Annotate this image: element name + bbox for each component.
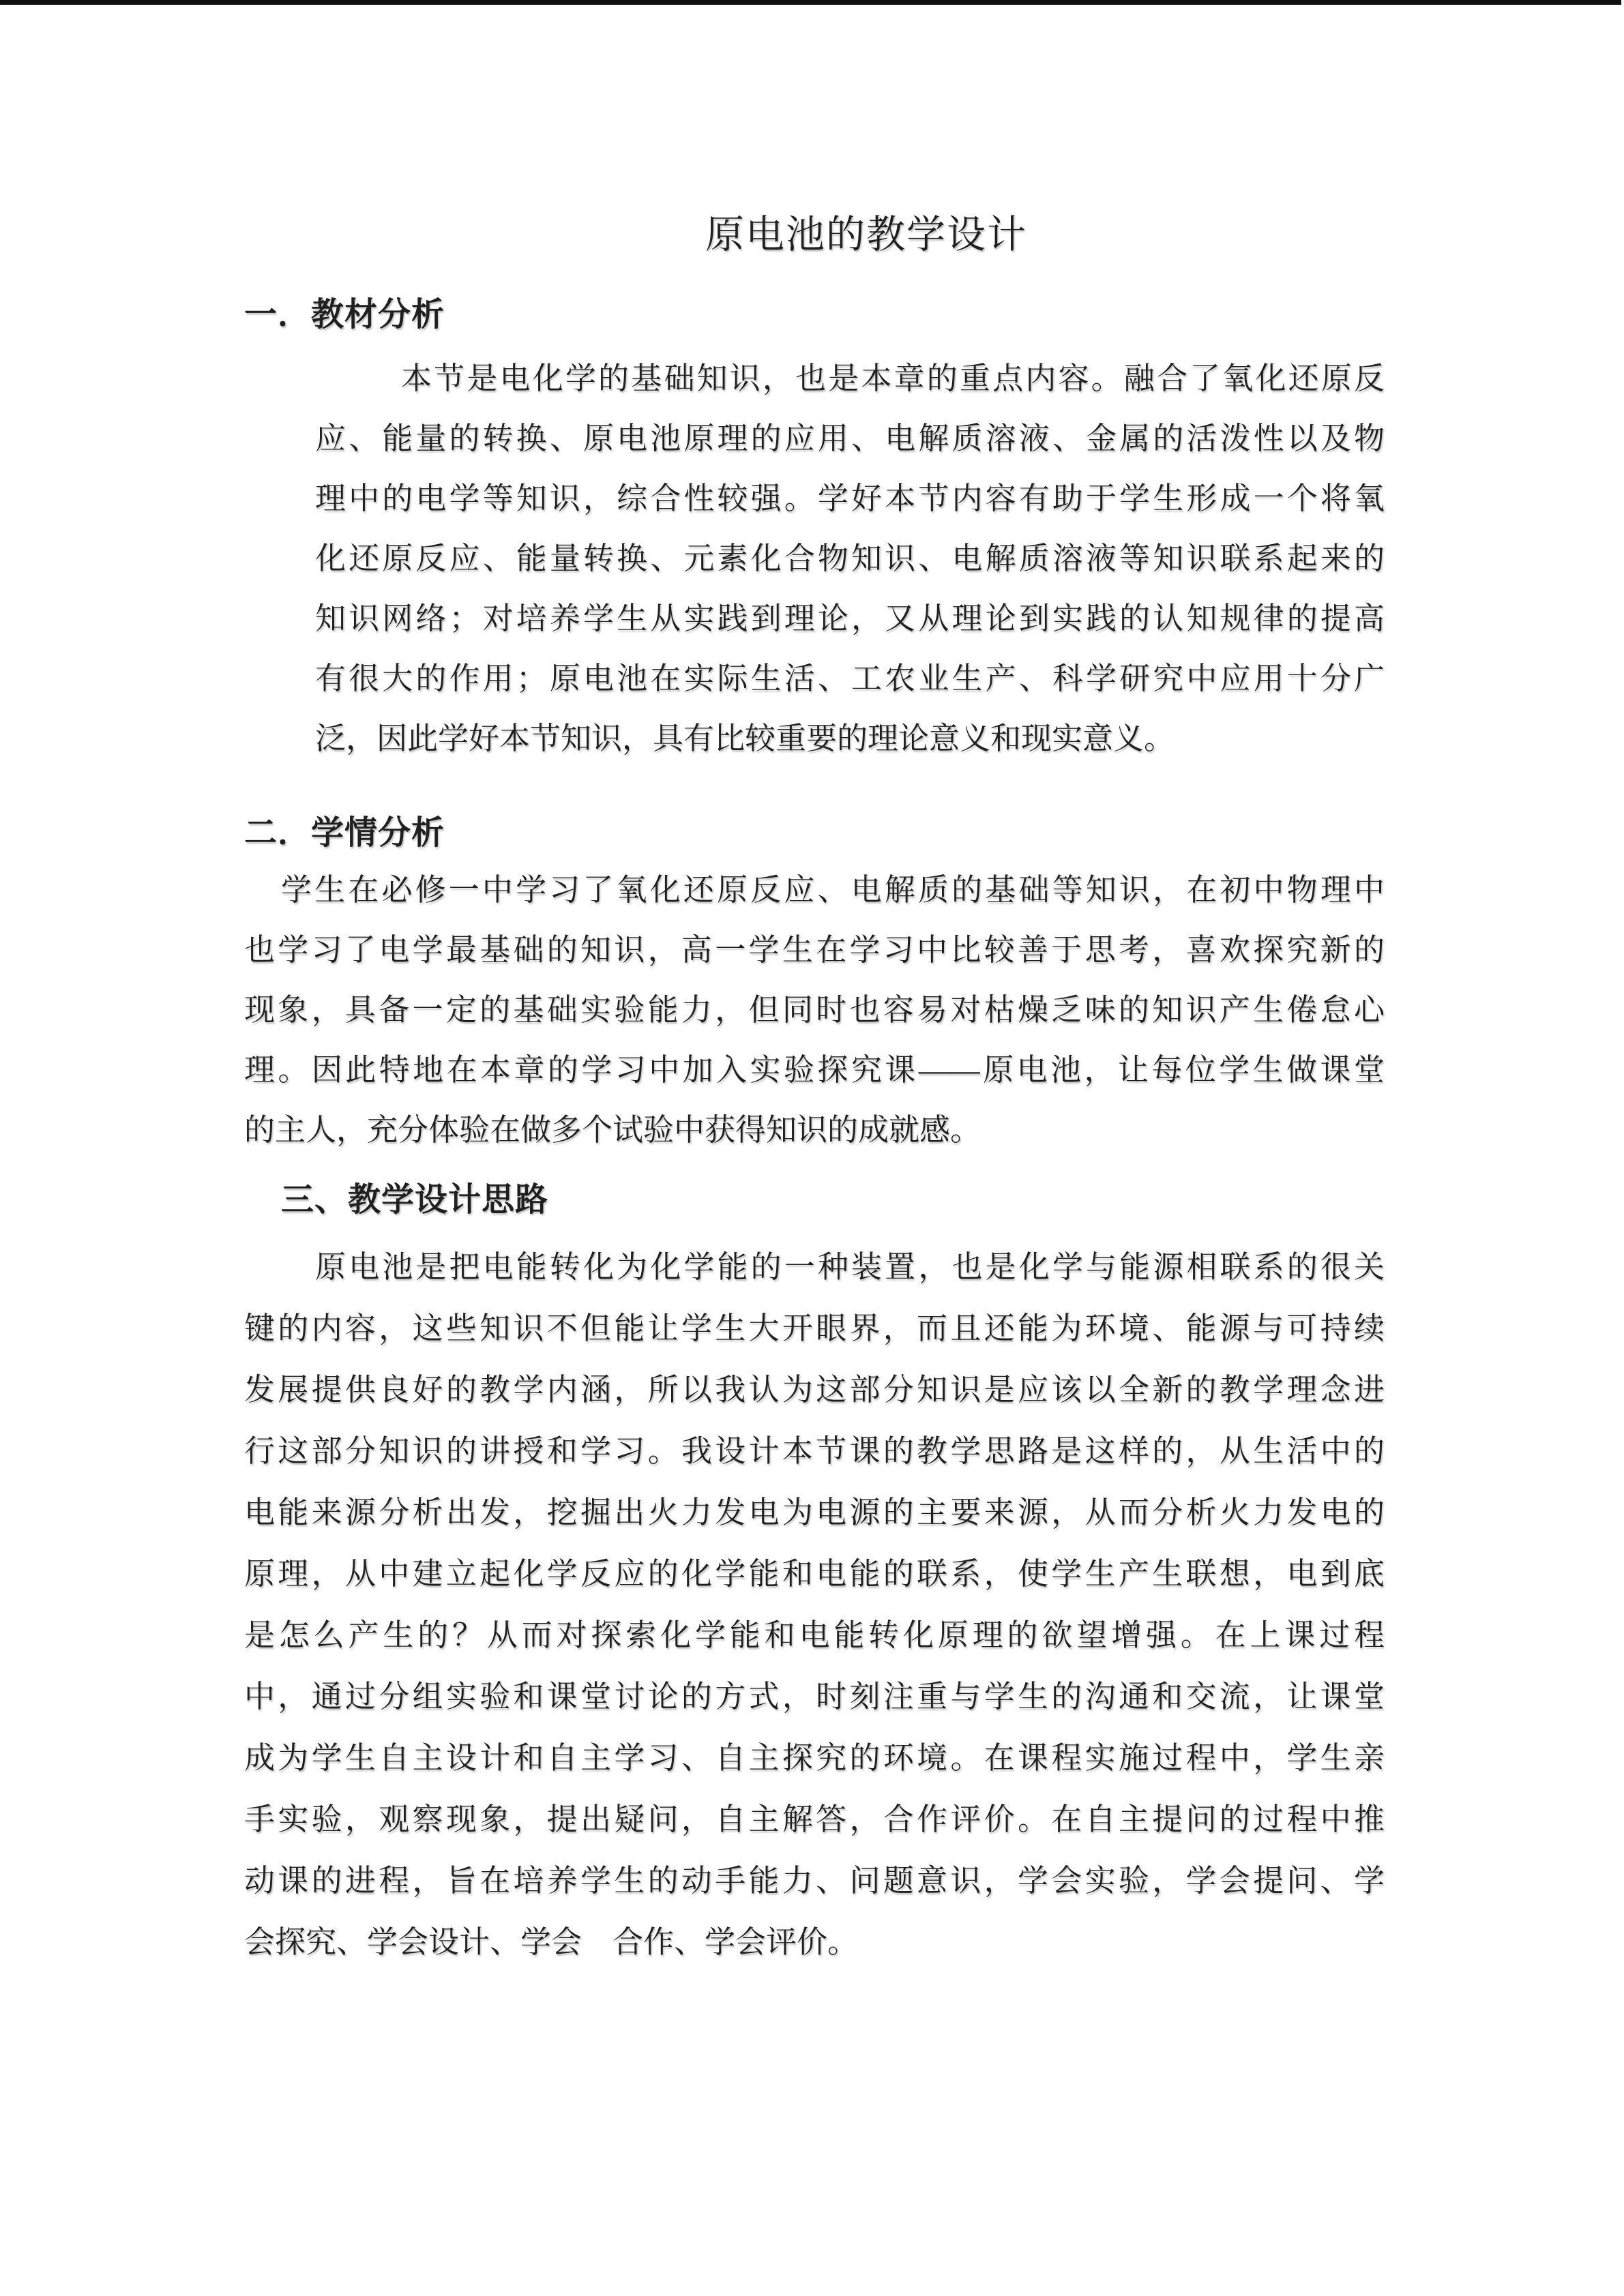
text-line: 现象，具备一定的基础实验能力，但同时也容易对枯燥乏味的知识产生倦怠心: [244, 993, 1385, 1027]
document-title: 原电池的教学设计: [705, 213, 1027, 256]
section-heading-learner-analysis: 二．学情分析: [244, 815, 445, 851]
text-line: 本节是电化学的基础知识，也是本章的重点内容。融合了氧化还原反: [401, 361, 1385, 396]
section-heading-teaching-design-approach: 三、教学设计思路: [281, 1182, 549, 1218]
section-body-learner-analysis: [244, 860, 1385, 1160]
section-heading-material-analysis: 一．教材分析: [244, 297, 445, 333]
text-line: 会探究、学会设计、学会 合作、学会评价。: [244, 1925, 859, 1959]
text-line: 行这部分知识的讲授和学习。我设计本节课的教学思路是这样的，从生活中的: [244, 1434, 1385, 1468]
text-line: 有很大的作用；原电池在实际生活、工农业生产、科学研究中应用十分广: [315, 661, 1385, 696]
text-line: 发展提供良好的教学内涵，所以我认为这部分知识是应该以全新的教学理念进: [244, 1373, 1385, 1407]
text-line: 学生在必修一中学习了氧化还原反应、电解质的基础等知识，在初中物理中: [281, 873, 1385, 907]
text-line: 化还原反应、能量转换、元素化合物知识、电解质溶液等知识联系起来的: [315, 541, 1385, 576]
text-line: 也学习了电学最基础的知识，高一学生在学习中比较善于思考，喜欢探究新的: [244, 933, 1385, 967]
text-line: 成为学生自主设计和自主学习、自主探究的环境。在课程实施过程中，学生亲: [244, 1741, 1385, 1775]
section-body-material-analysis: [315, 348, 1385, 769]
text-line: 是怎么产生的？从而对探索化学能和电能转化原理的欲望增强。在上课过程: [244, 1618, 1385, 1652]
text-line: 理中的电学等知识，综合性较强。学好本节内容有助于学生形成一个将氧: [315, 481, 1385, 516]
text-line: 泛，因此学好本节知识，具有比较重要的理论意义和现实意义。: [315, 721, 1175, 756]
section-body-teaching-design-approach: [244, 1236, 1385, 1973]
text-line: 手实验，观察现象，提出疑问，自主解答，合作评价。在自主提问的过程中推: [244, 1802, 1385, 1836]
text-line: 原电池是把电能转化为化学能的一种装置，也是化学与能源相联系的很关: [315, 1250, 1385, 1284]
text-line: 中，通过分组实验和课堂讨论的方式，时刻注重与学生的沟通和交流，让课堂: [244, 1680, 1385, 1714]
text-line: 理。因此特地在本章的学习中加入实验探究课——原电池，让每位学生做课堂: [244, 1053, 1385, 1087]
text-line: 的主人，充分体验在做多个试验中获得知识的成就感。: [244, 1113, 981, 1147]
text-line: 原理，从中建立起化学反应的化学能和电能的联系，使学生产生联想，电到底: [244, 1557, 1385, 1591]
text-line: 键的内容，这些知识不但能让学生大开眼界，而且还能为环境、能源与可持续: [244, 1311, 1385, 1345]
text-line: 动课的进程，旨在培养学生的动手能力、问题意识，学会实验，学会提问、学: [244, 1864, 1385, 1898]
scan-edge-bar: [0, 0, 1621, 5]
text-line: 知识网络；对培养学生从实践到理论，又从理论到实践的认知规律的提高: [315, 601, 1385, 636]
text-line: 电能来源分析出发，挖掘出火力发电为电源的主要来源，从而分析火力发电的: [244, 1495, 1385, 1530]
text-line: 应、能量的转换、原电池原理的应用、电解质溶液、金属的活泼性以及物: [315, 421, 1385, 456]
